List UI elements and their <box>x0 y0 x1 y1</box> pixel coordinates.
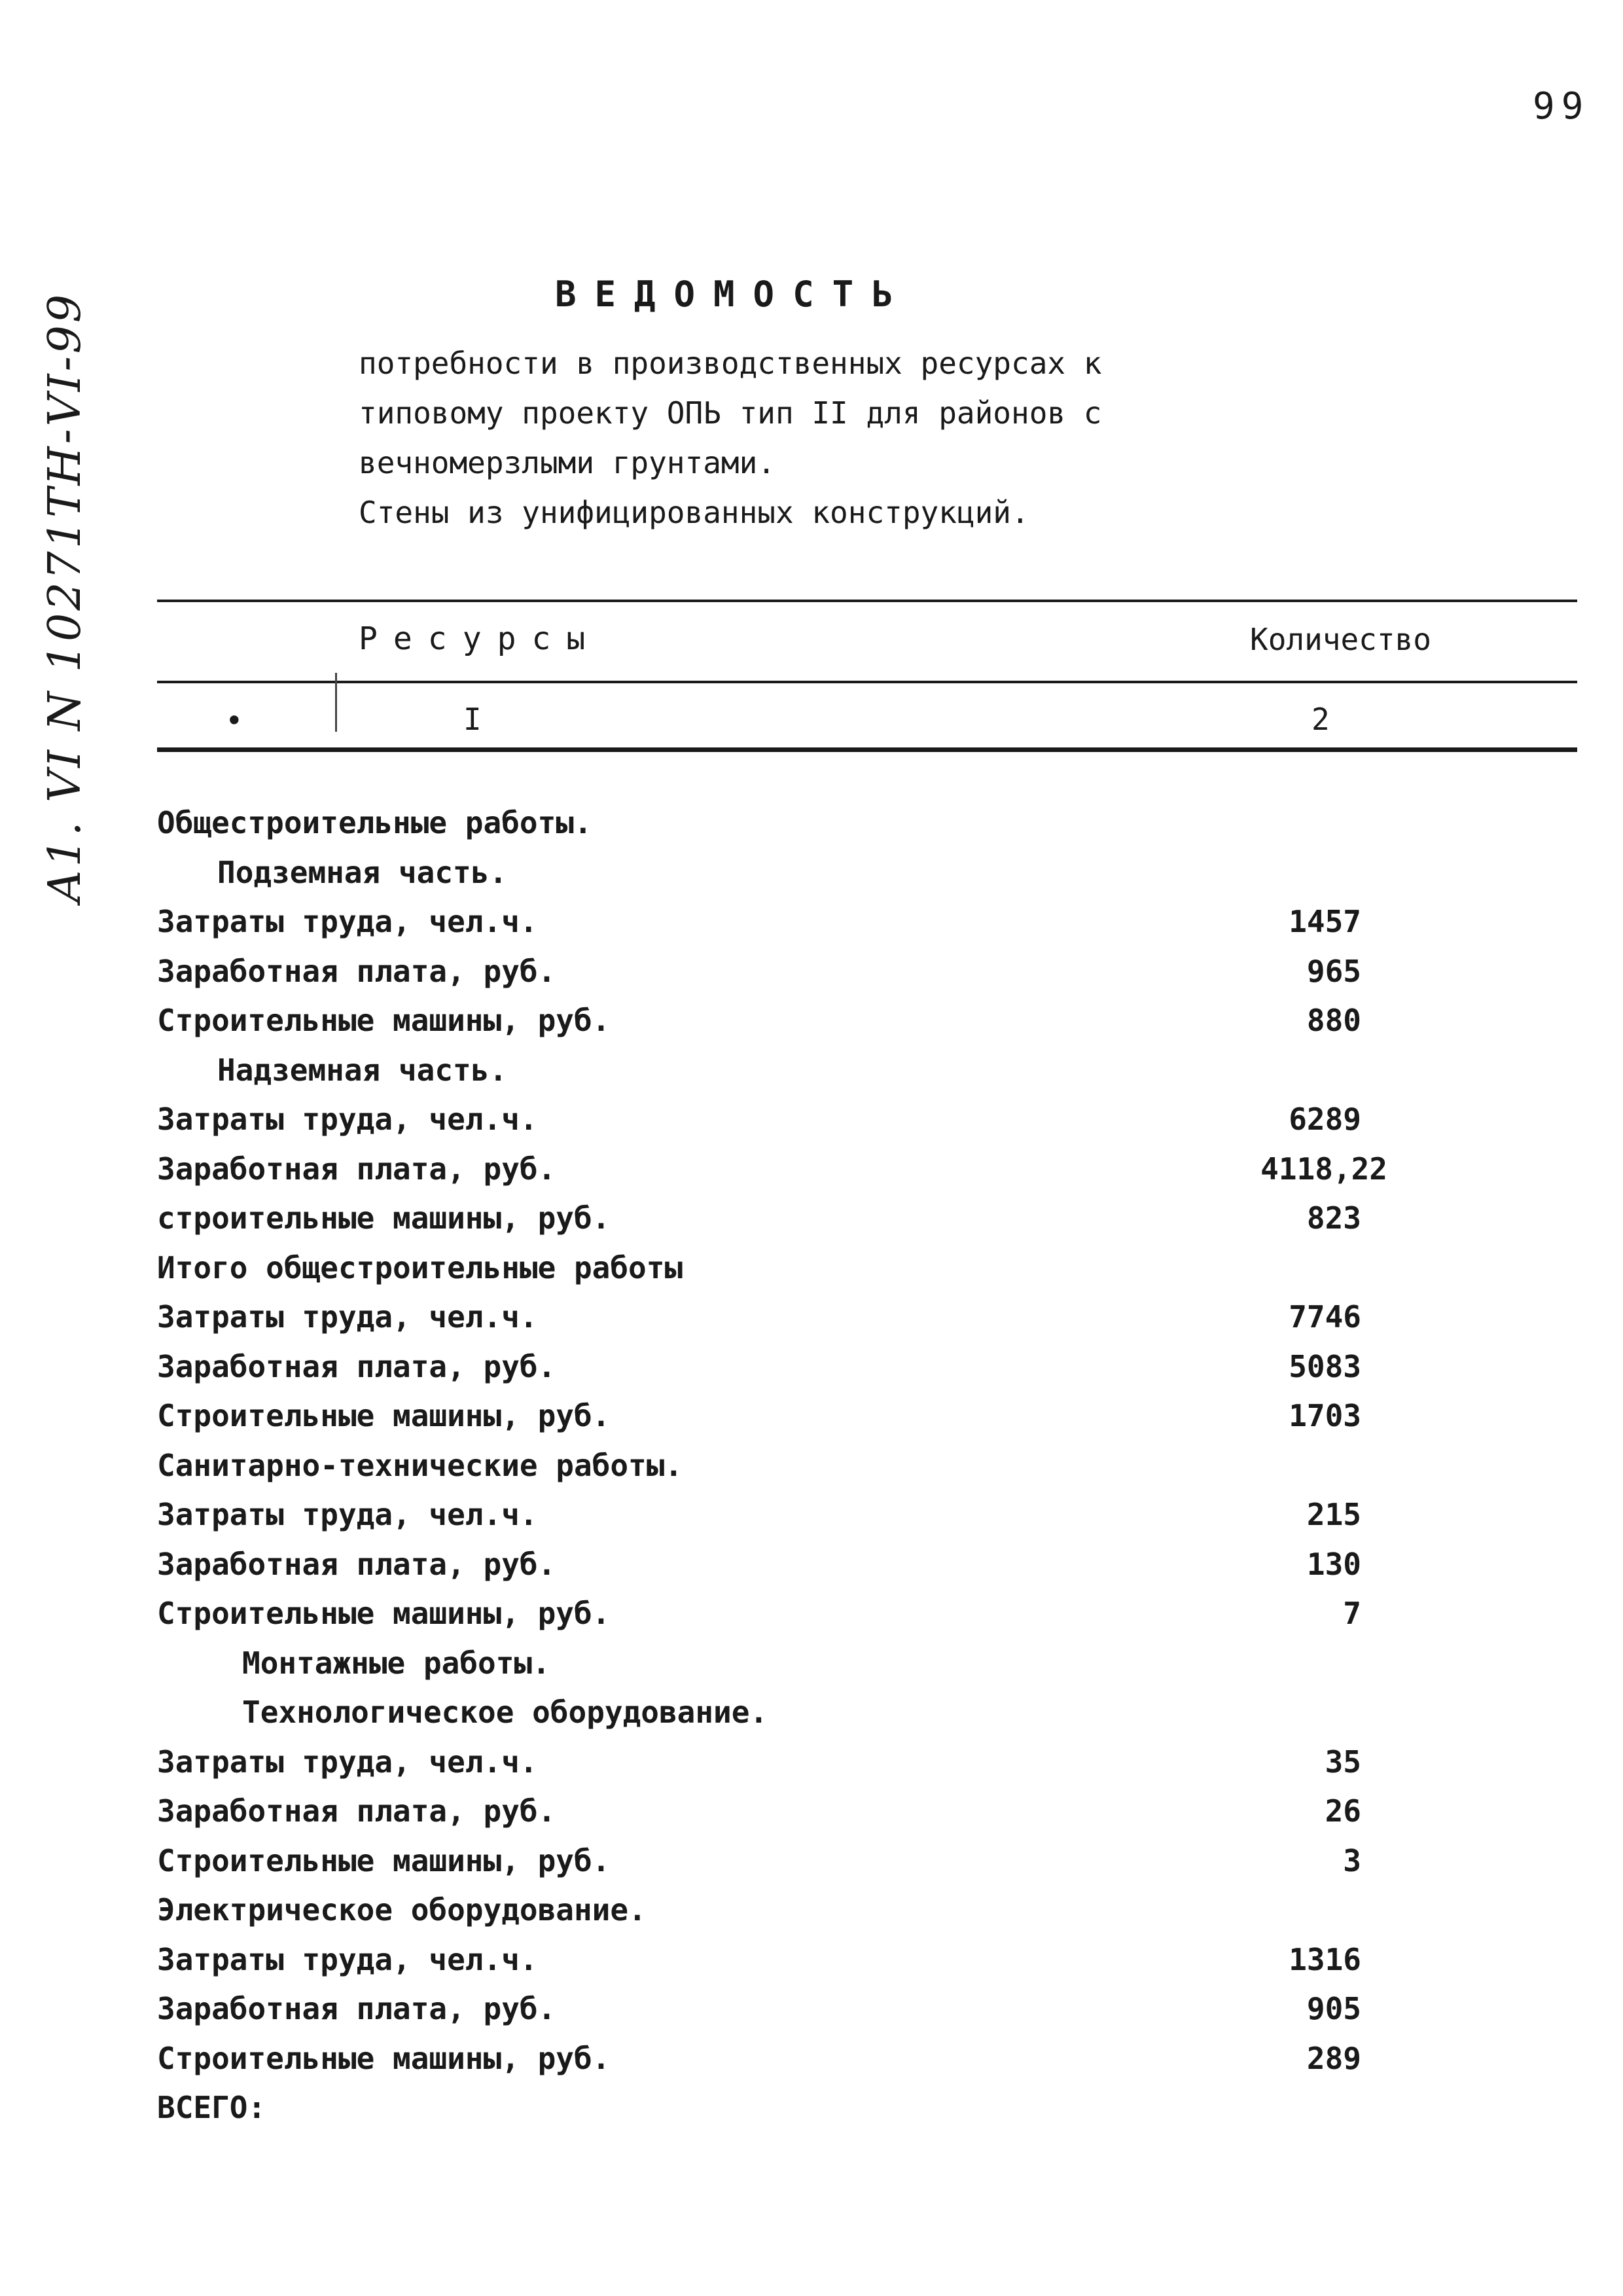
table-row <box>157 1294 1466 1344</box>
row-value: 35 <box>1325 1744 1361 1780</box>
table-row <box>157 1838 1466 1888</box>
table-row <box>157 1443 1466 1492</box>
row-label: Затраты труда, чел.ч. <box>157 904 538 939</box>
row-label: Санитарно-технические работы. <box>157 1447 683 1483</box>
row-label: Заработная плата, руб. <box>157 1151 556 1187</box>
row-label: Строительные машины, руб. <box>157 1003 611 1038</box>
row-label: Затраты труда, чел.ч. <box>157 1497 538 1532</box>
resource-table-body <box>157 800 1466 2134</box>
row-label: Затраты труда, чел.ч. <box>157 1299 538 1335</box>
table-row <box>157 1788 1466 1838</box>
table-row <box>157 800 1466 850</box>
subtitle-line-2: типовому проекту ОПЬ тип II для районов с <box>359 395 1102 431</box>
row-label: Заработная плата, руб. <box>157 1546 556 1582</box>
row-label: Строительные машины, руб. <box>157 1596 611 1631</box>
table-row <box>157 1590 1466 1640</box>
column-number-2: 2 <box>1311 702 1330 737</box>
row-value: 5083 <box>1289 1348 1361 1384</box>
row-value: 289 <box>1306 2040 1361 2076</box>
table-row <box>157 899 1466 948</box>
column-number-divider <box>335 673 337 732</box>
row-label: Заработная плата, руб. <box>157 1793 556 1829</box>
header-bottom-rule <box>157 681 1577 683</box>
subtitle-line-1: потребности в производственных ресурсах к <box>359 346 1102 381</box>
row-value: 3 <box>1343 1842 1361 1878</box>
row-label: Заработная плата, руб. <box>157 1991 556 2026</box>
row-label: Заработная плата, руб. <box>157 1348 556 1384</box>
row-value: 905 <box>1306 1991 1361 2026</box>
row-label: Общестроительные работы. <box>157 805 592 840</box>
page-number: 99 <box>1533 85 1590 128</box>
table-row <box>157 1640 1466 1690</box>
row-label: Электрическое оборудование. <box>157 1892 647 1928</box>
table-row <box>157 2036 1466 2085</box>
row-value: 26 <box>1325 1793 1361 1829</box>
row-value: 1457 <box>1289 904 1361 939</box>
row-value: 4118,22 <box>1260 1151 1387 1187</box>
row-label: Заработная плата, руб. <box>157 953 556 989</box>
row-value: 1316 <box>1289 1941 1361 1977</box>
row-value: 215 <box>1306 1497 1361 1532</box>
row-label: Подземная часть. <box>217 854 508 890</box>
table-row <box>157 1887 1466 1937</box>
column-number-bottom-rule <box>157 747 1577 752</box>
table-row <box>157 1689 1466 1739</box>
table-row <box>157 948 1466 998</box>
row-label: Затраты труда, чел.ч. <box>157 1941 538 1977</box>
subtitle-line-3: вечномерзлыми грунтами. <box>359 445 776 480</box>
row-label: Строительные машины, руб. <box>157 1842 611 1878</box>
row-label: Строительные машины, руб. <box>157 1398 611 1433</box>
table-top-rule <box>157 600 1577 602</box>
row-label: Технологическое оборудование. <box>242 1695 768 1730</box>
row-label: Затраты труда, чел.ч. <box>157 1102 538 1137</box>
table-row <box>157 1344 1466 1393</box>
table-row <box>157 1047 1466 1097</box>
table-row <box>157 850 1466 899</box>
row-value: 880 <box>1306 1003 1361 1038</box>
table-row <box>157 1245 1466 1295</box>
row-value: 823 <box>1306 1200 1361 1236</box>
column-number-bullet: • <box>225 703 243 738</box>
document-title: ВЕДОМОСТЬ <box>555 274 912 315</box>
table-row <box>157 1739 1466 1789</box>
row-value: 7746 <box>1289 1299 1361 1335</box>
table-row <box>157 2085 1466 2134</box>
subtitle-line-4: Стены из унифицированных конструкций. <box>359 495 1029 530</box>
column-header-resources: Ресурсы <box>359 620 601 657</box>
row-label: Монтажные работы. <box>242 1645 550 1681</box>
row-label: Затраты труда, чел.ч. <box>157 1744 538 1780</box>
row-value: 130 <box>1306 1546 1361 1582</box>
table-row <box>157 1541 1466 1591</box>
column-number-1: I <box>463 702 482 737</box>
row-label: ВСЕГО: <box>157 2090 266 2125</box>
row-label: Итого общестроительные работы <box>157 1249 683 1285</box>
row-value: 1703 <box>1289 1398 1361 1433</box>
row-label: Надземная часть. <box>217 1052 508 1088</box>
row-value: 965 <box>1306 953 1361 989</box>
row-value: 6289 <box>1289 1102 1361 1137</box>
column-header-quantity: Количество <box>1250 622 1431 657</box>
table-row <box>157 1492 1466 1541</box>
table-row <box>157 1195 1466 1245</box>
table-row <box>157 1986 1466 2036</box>
row-value: 7 <box>1343 1596 1361 1631</box>
handwritten-margin-note: А1. VI N 10271ТН-VI-99 <box>39 291 91 903</box>
row-label: строительные машины, руб. <box>157 1200 611 1236</box>
table-row <box>157 1096 1466 1146</box>
table-row <box>157 1937 1466 1986</box>
table-row <box>157 997 1466 1047</box>
table-row <box>157 1393 1466 1443</box>
row-label: Строительные машины, руб. <box>157 2040 611 2076</box>
table-row <box>157 1146 1466 1196</box>
